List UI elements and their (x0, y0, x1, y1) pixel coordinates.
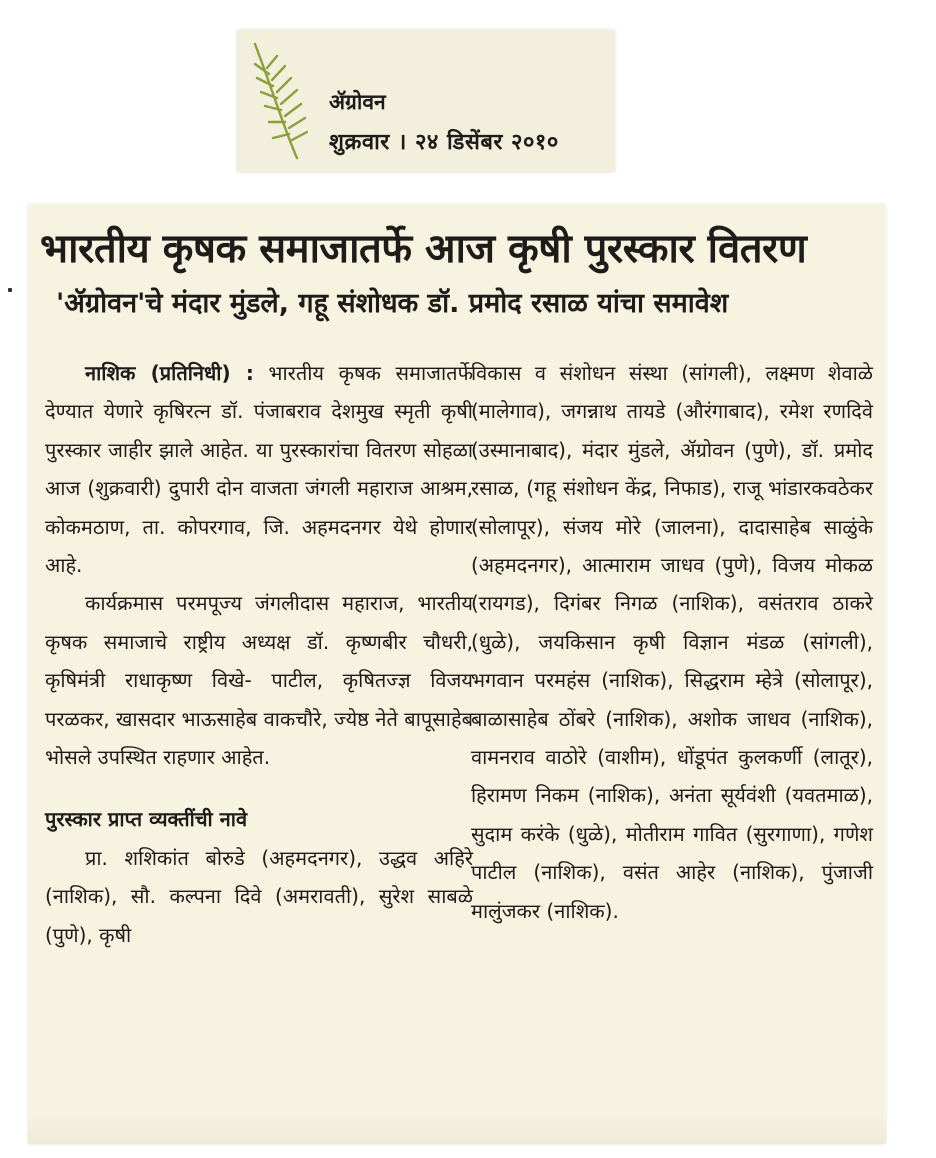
paragraph-awardees-continued: विकास व संशोधन संस्था (सांगली), लक्ष्मण शेवाळे (मालेगाव), जगन्नाथ तायडे (औरंगाबाद), रमेश रणदिवे (उस्मानाबाद), मंदार मुंडले, ॲग्रोवन (पुणे), डॉ. प्रमोद रसाळ, (गहू संशोधन केंद्र, निफाड), राजू भांडारकवठेकर (सोलापूर), संजय मोरे (जालना), दादासाहेब साळुंके (अहमदनगर), आत्माराम जाधव (पुणे), विजय मोकळ (रायगड), दिगंबर निगळ (नाशिक), वसंतराव ठाकरे (धुळे), जयकिसान कृषी विज्ञान मंडळ (सांगली), भगवान परमहंस (नाशिक), सिद्धराम म्हेत्रे (सोलापूर), बाळासाहेब ठोंबरे (नाशिक), अशोक जाधव (नाशिक), वामनराव वाठोरे (वाशीम), धोंडूपंत कुलकर्णी (लातूर), हिरामण निकम (नाशिक), अनंता सूर्यवंशी (यवतमाळ), सुदाम करंके (धुळे), मोतीराम गावित (सुरगाणा), गणेश पाटील (नाशिक), वसंत आहेर (नाशिक), पुंजाजी मालुंजकर (नाशिक). (471, 361, 873, 923)
article-column-left (45, 354, 473, 954)
awardees-subheading: पुरस्कार प्राप्त व्यक्तींची नावे (45, 807, 248, 832)
issue-date: शुक्रवार । २४ डिसेंबर २०१० (329, 130, 559, 155)
paragraph-intro (45, 354, 473, 584)
paragraph-intro-text: भारतीय कृषक समाजातर्फे देण्यात येणारे कृषिरत्न डॉ. पंजाबराव देशमुख स्मृती कृषी पुरस्कार जाहीर झाले आहेत. या पुरस्कारांचा वितरण सोहळा आज (शुक्रवारी) दुपारी दोन वाजता जंगली महाराज आश्रम, कोकमठाण, ता. कोपरगाव, जि. अहमदनगर येथे होणार आहे. (45, 361, 473, 578)
article-column-right (471, 354, 873, 930)
clipping-bottom-edge (28, 1112, 886, 1144)
article-headline: भारतीय कृषक समाजातर्फे आज कृषी पुरस्कार वितरण (40, 226, 807, 272)
dateline: नाशिक (प्रतिनिधी) : (85, 361, 254, 385)
article-subheadline: 'ॲग्रोवन'चे मंदार मुंडले, गहू संशोधक डॉ. प्रमोद रसाळ यांचा समावेश (56, 288, 729, 319)
print-speck (8, 288, 12, 292)
paragraph-awardees-start: प्रा. शशिकांत बोरुडे (अहमदनगर), उद्धव अहिरे (नाशिक), सौ. कल्पना दिवे (अमरावती), सुरेश साबळे (पुणे), कृषी (45, 845, 473, 947)
masthead-clipping (237, 30, 615, 172)
newspaper-name: ॲग्रोवन (329, 90, 386, 114)
article-clipping (28, 204, 886, 1144)
paragraph-guests: कार्यक्रमास परमपूज्य जंगलीदास महाराज, भारतीय कृषक समाजाचे राष्ट्रीय अध्यक्ष डॉ. कृष्णबीर चौधरी, कृषिमंत्री राधाकृष्ण विखे- पाटील, कृषितज्ज्ञ विजय परळकर, खासदार भाऊसाहेब वाकचौरे, ज्येष्ठ नेते बापूसाहेब भोसले उपस्थित राहणार आहेत. (45, 591, 473, 770)
leaf-icon (243, 36, 311, 162)
